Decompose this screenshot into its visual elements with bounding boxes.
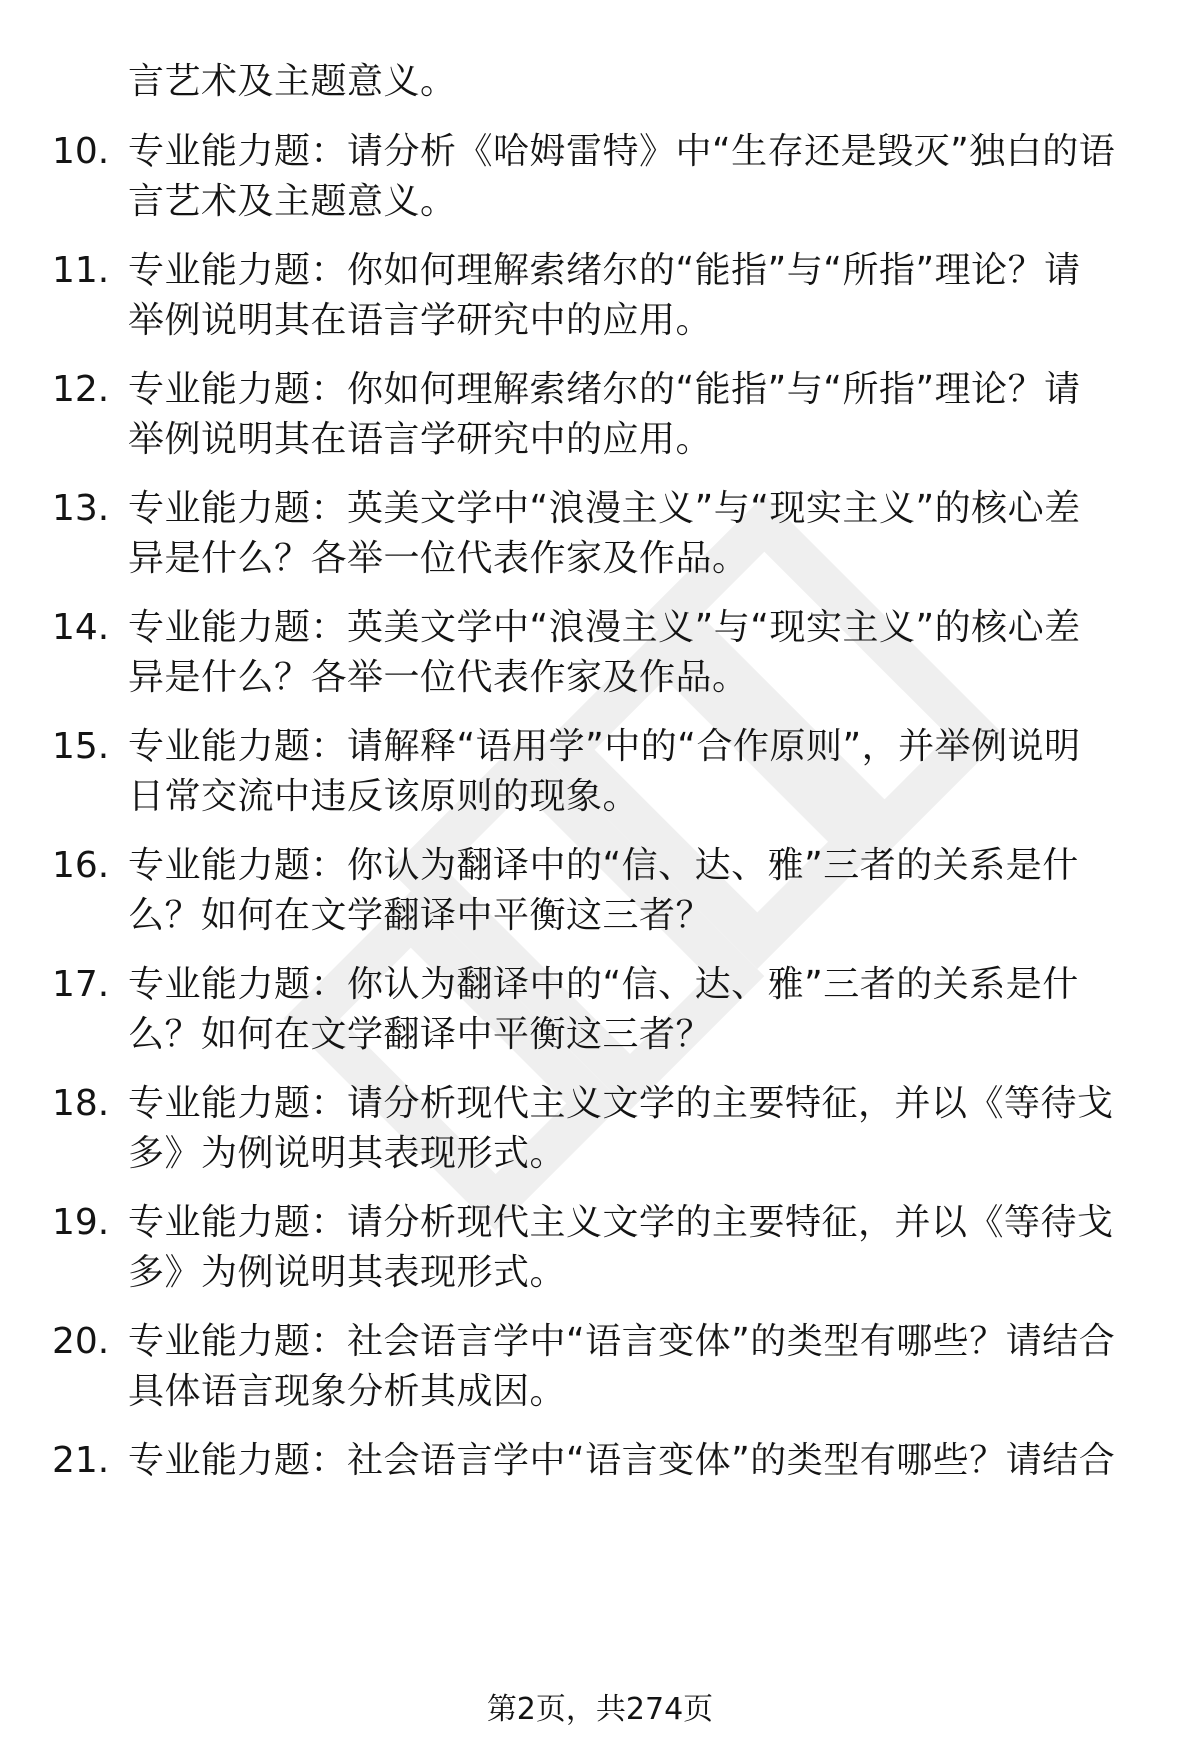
item-text-line2: 么？如何在文学翻译中平衡这三者？	[128, 895, 713, 936]
item-text-line2: 言艺术及主题意义。	[128, 181, 457, 222]
item-text-line1: 专业能力题：你如何理解索绪尔的“能指”与“所指”理论？请	[128, 250, 1081, 291]
item-text-line2: 多》为例说明其表现形式。	[128, 1133, 567, 1174]
item-text-line1: 专业能力题：你认为翻译中的“信、达、雅”三者的关系是什	[128, 845, 1079, 886]
item-text-line1: 专业能力题：请分析《哈姆雷特》中“生存还是毁灭”独白的语	[128, 131, 1116, 172]
item-text-line1: 专业能力题：请分析现代主义文学的主要特征，并以《等待戈	[128, 1083, 1114, 1124]
item-number: 12.	[52, 369, 110, 410]
item-number: 19.	[52, 1202, 110, 1243]
item-text-line2: 举例说明其在语言学研究中的应用。	[128, 300, 713, 341]
item-text-line2: 异是什么？各举一位代表作家及作品。	[128, 538, 749, 579]
item-text-line2: 多》为例说明其表现形式。	[128, 1252, 567, 1293]
item-text-line1: 专业能力题：社会语言学中“语言变体”的类型有哪些？请结合	[128, 1321, 1116, 1362]
item-number: 15.	[52, 726, 110, 767]
item-text-line2: 异是什么？各举一位代表作家及作品。	[128, 657, 749, 698]
item-text-line1: 专业能力题：英美文学中“浪漫主义”与“现实主义”的核心差	[128, 607, 1081, 648]
page-footer: 第2页，共274页	[486, 1692, 714, 1727]
item-number: 13.	[52, 488, 110, 529]
item-text-line1: 专业能力题：社会语言学中“语言变体”的类型有哪些？请结合	[128, 1440, 1116, 1481]
item-number: 11.	[52, 250, 110, 291]
item-text-line1: 专业能力题：英美文学中“浪漫主义”与“现实主义”的核心差	[128, 488, 1081, 529]
continuation-line: 言艺术及主题意义。	[128, 61, 457, 102]
item-text-line2: 具体语言现象分析其成因。	[128, 1371, 567, 1412]
item-text-line2: 日常交流中违反该原则的现象。	[128, 776, 640, 817]
item-number: 10.	[52, 131, 110, 172]
item-text-line1: 专业能力题：你如何理解索绪尔的“能指”与“所指”理论？请	[128, 369, 1081, 410]
item-text-line1: 专业能力题：请解释“语用学”中的“合作原则”，并举例说明	[128, 726, 1081, 767]
item-number: 21.	[52, 1440, 110, 1481]
item-text-line1: 专业能力题：请分析现代主义文学的主要特征，并以《等待戈	[128, 1202, 1114, 1243]
item-text-line1: 专业能力题：你认为翻译中的“信、达、雅”三者的关系是什	[128, 964, 1079, 1005]
item-text-line2: 么？如何在文学翻译中平衡这三者？	[128, 1014, 713, 1055]
item-number: 18.	[52, 1083, 110, 1124]
item-number: 17.	[52, 964, 110, 1005]
item-text-line2: 举例说明其在语言学研究中的应用。	[128, 419, 713, 460]
item-number: 14.	[52, 607, 110, 648]
item-number: 16.	[52, 845, 110, 886]
item-number: 20.	[52, 1321, 110, 1362]
